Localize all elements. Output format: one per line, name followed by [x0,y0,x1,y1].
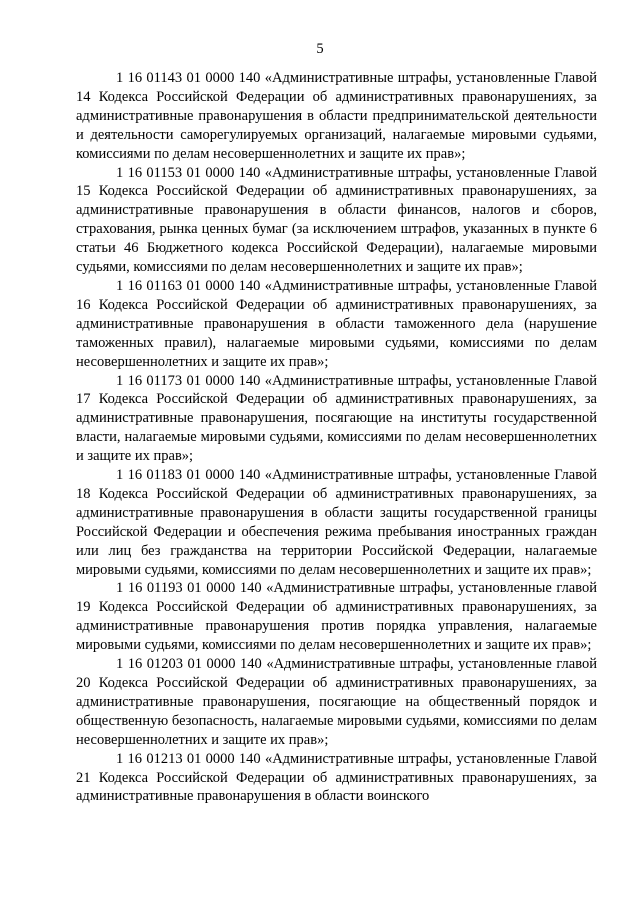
paragraph-budget-code-01183: 1 16 01183 01 0000 140 «Административные штрафы, установленные Главой 18 Кодекса Российской Федерации об административных правонарушениях, за административные правонарушения в области защиты государственной границы Российской Федерации и обеспечения режима пребывания иностранных граждан или лиц без гражданства на территории Российской Федерации, налагаемые мировыми судьями, комиссиями по делам несовершеннолетних и защите их прав»; [76,467,597,578]
page-number: 5 [316,41,324,57]
paragraph-budget-code-01153: 1 16 01153 01 0000 140 «Административные штрафы, установленные Главой 15 Кодекса Российской Федерации об административных правонарушениях, за административные правонарушения в области финансов, налогов и сборов, страхования, рынка ценных бумаг (за исключением штрафов, указанных в пункте 6 статьи 46 Бюджетного кодекса Российской Федерации), налагаемые мировыми судьями, комиссиями по делам несовершеннолетних и защите их прав»; [76,164,597,276]
paragraph-budget-code-01203: 1 16 01203 01 0000 140 «Административные штрафы, установленные главой 20 Кодекса Российской Федерации об административных правонарушениях, за административные правонарушения, посягающие на общественный порядок и общественную безопасность, налагаемые мировыми судьями, комиссиями по делам несовершеннолетних и защите их прав»; [76,656,597,748]
paragraph-budget-code-01213: 1 16 01213 01 0000 140 «Административные штрафы, установленные Главой 21 Кодекса Российской Федерации об административных правонарушениях, за административные правонарушения в области воинского [76,750,597,805]
paragraph-budget-code-01163: 1 16 01163 01 0000 140 «Административные штрафы, установленные Главой 16 Кодекса Российской Федерации об административных правонарушениях, за административные правонарушения в области таможенного дела (нарушение таможенных правил), налагаемые мировыми судьями, комиссиями по делам несовершеннолетних и защите их прав»; [76,277,597,370]
paragraph-budget-code-01143: 1 16 01143 01 0000 140 «Административные штрафы, установленные Главой 14 Кодекса Российской Федерации об административных правонарушениях, за административные правонарушения в области предпринимательской деятельности и деятельности саморегулируемых организаций, налагаемые мировыми судьями, комиссиями по делам несовершеннолетних и защите их прав»; [76,70,597,162]
paragraph-budget-code-01193: 1 16 01193 01 0000 140 «Административные штрафы, установленные главой 19 Кодекса Российской Федерации об административных правонарушениях, за административные правонарушения против порядка управления, налагаемые мировыми судьями, комиссиями по делам несовершеннолетних и защите их прав»; [76,580,597,654]
document-body [76,69,597,806]
paragraph-budget-code-01173: 1 16 01173 01 0000 140 «Административные штрафы, установленные Главой 17 Кодекса Российской Федерации об административных правонарушениях, за административные правонарушения, посягающие на институты государственной власти, налагаемые мировыми судьями, комиссиями по делам несовершеннолетних и защите их прав»; [76,372,597,465]
